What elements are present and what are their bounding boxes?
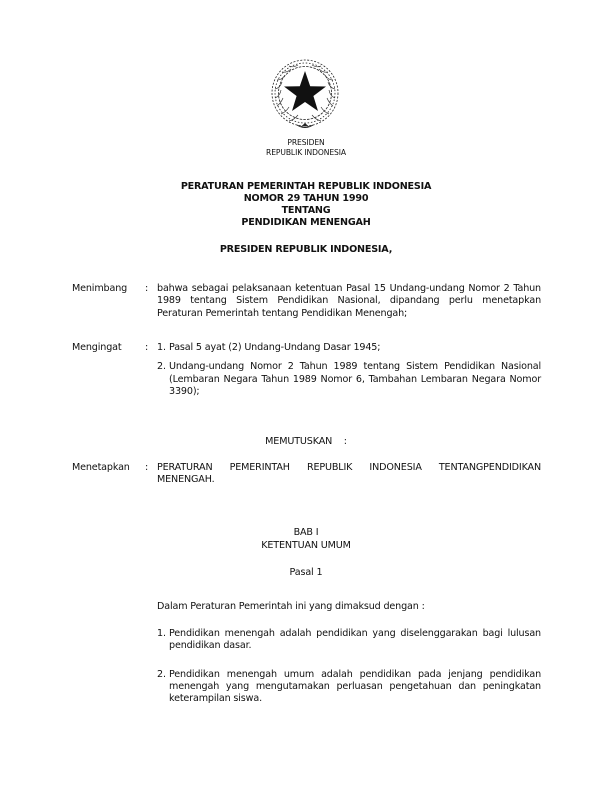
list-text: Pendidikan menengah adalah pendidikan yang diselenggarakan bagi lulusan pendidikan dasar. [169,628,541,652]
pasal-intro: Dalam Peraturan Pemerintah ini yang dimaksud dengan : [157,601,425,612]
mengingat-item [157,361,541,398]
list-number: 2. [157,668,166,680]
issuer-heading: PRESIDEN REPUBLIK INDONESIA, [219,244,393,255]
regulation-number: NOMOR 29 TAHUN 1990 [243,193,369,204]
list-text: Pasal 5 ayat (2) Undang-Undang Dasar 1945; [169,342,381,353]
menimbang-text: bahwa sebagai pelaksanaan ketentuan Pasal 15 Undang-undang Nomor 2 Tahun 1989 tentang Sistem Pendidikan Nasional, dipandang perlu menetapkan Peraturan Pemerintah tentang Pendidikan Menengah; [157,283,541,319]
pasal-list [157,628,541,705]
regulation-tentang: TENTANG [281,205,331,216]
list-text: Undang-undang Nomor 2 Tahun 1989 tentang Sistem Pendidikan Nasional (Lembaran Negara Tahun 1989 Nomor 6, Tambahan Lembaran Negara Nomor 3390); [169,361,541,397]
presidential-seal-icon [267,56,343,132]
mengingat-colon: : [145,342,149,353]
mengingat-label: Mengingat [72,342,122,353]
pasal-title: Pasal 1 [289,567,323,578]
menimbang-label: Menimbang [72,283,128,294]
header-presiden: PRESIDEN [287,138,325,147]
bab-number: BAB I [293,527,319,538]
regulation-title: PERATURAN PEMERINTAH REPUBLIK INDONESIA [180,181,432,192]
list-number: 2. [157,361,166,373]
memutuskan-heading: MEMUTUSKAN : [265,436,347,447]
menetapkan-text: PERATURAN PEMERINTAH REPUBLIK INDONESIA TENTANGPENDIDIKAN MENENGAH. [157,462,541,486]
mengingat-list [157,342,541,398]
header-republik-indonesia: REPUBLIK INDONESIA [266,148,346,157]
list-text: Pendidikan menengah umum adalah pendidikan pada jenjang pendidikan menengah yang mengutamakan perluasan pengetahuan dan peningkatan keterampilan siswa. [169,668,541,705]
pasal-item [157,669,541,706]
mengingat-item [157,342,541,354]
menetapkan-label: Menetapkan [72,462,130,473]
regulation-subject: PENDIDIKAN MENENGAH [241,217,371,228]
list-number: 1. [157,628,166,639]
menetapkan-colon: : [145,462,149,473]
pasal-item [157,628,541,653]
menimbang-colon: : [145,283,149,294]
list-number: 1. [157,342,166,353]
bab-title: KETENTUAN UMUM [261,540,351,551]
